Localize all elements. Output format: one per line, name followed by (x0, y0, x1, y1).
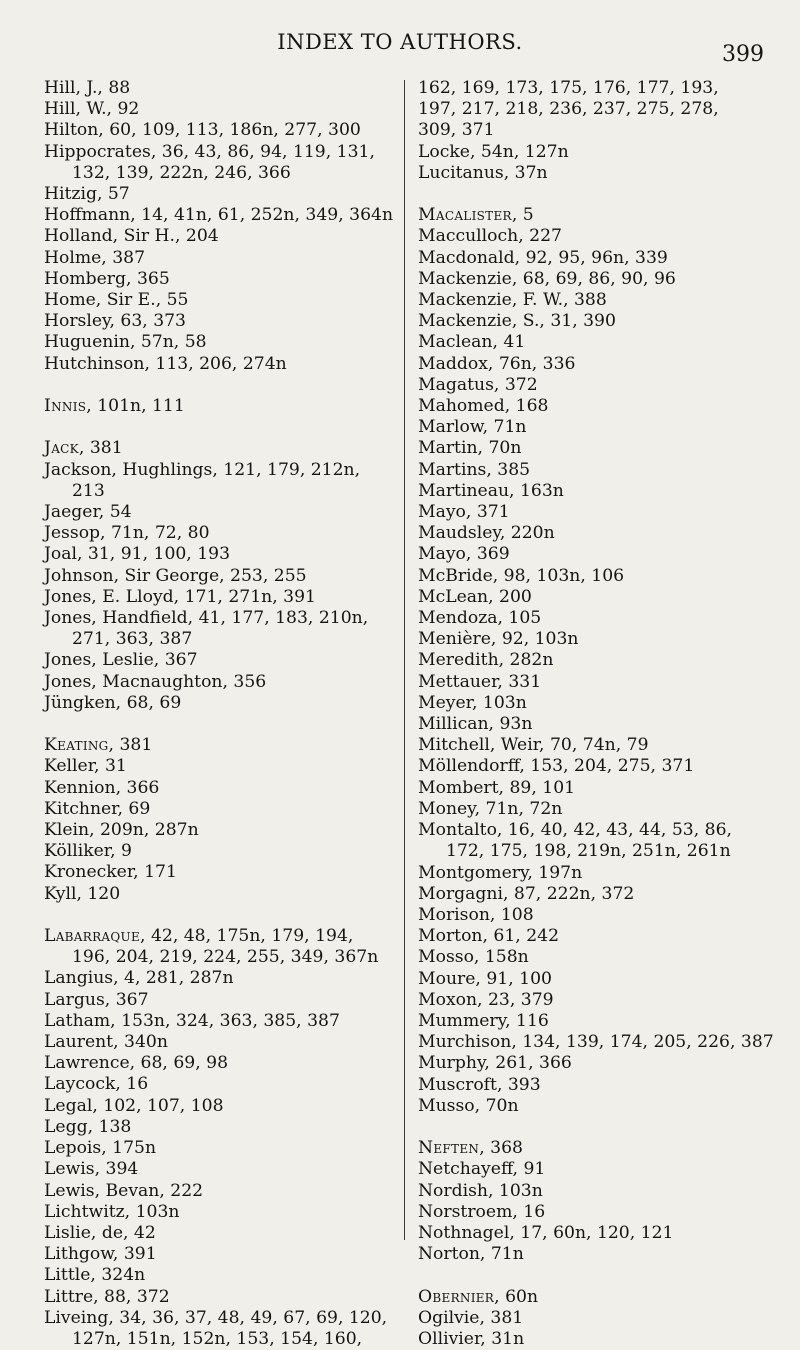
index-entry-line: Hitzig, 57 (44, 184, 130, 205)
index-entry (44, 1053, 396, 1074)
index-entry-line: Langius, 4, 281, 287n (44, 968, 234, 989)
index-entry-line: Montalto, 16, 40, 42, 43, 44, 53, 86, (418, 820, 732, 841)
index-entry-line: Norstroem, 16 (418, 1201, 546, 1222)
index-entry-line: Murphy, 261, 366 (418, 1053, 572, 1074)
section-gap (44, 375, 396, 396)
index-entry-line: Laycock, 16 (44, 1074, 149, 1095)
index-entry (418, 417, 768, 438)
index-entry-line: Martins, 385 (418, 459, 531, 480)
index-entry-line: 309, 371 (418, 120, 495, 141)
index-entry-line: Holme, 387 (44, 247, 146, 268)
index-entry (44, 968, 396, 989)
index-entry (418, 248, 768, 269)
index-entry (418, 905, 768, 926)
index-entry-line: Murchison, 134, 139, 174, 205, 226, 387 (418, 1032, 774, 1053)
index-entry (418, 523, 768, 544)
index-entry-line: Hippocrates, 36, 43, 86, 94, 119, 131, (44, 141, 375, 162)
index-entry (418, 947, 768, 968)
index-entry-line: 127n, 151n, 152n, 153, 154, 160, (72, 1328, 363, 1349)
section-gap (418, 1117, 768, 1138)
index-entry (418, 1011, 768, 1032)
index-entry-line: Johnson, Sir George, 253, 255 (44, 565, 307, 586)
index-entry-line: Mayo, 371 (418, 502, 510, 523)
index-entry (44, 248, 396, 269)
index-entry (44, 460, 396, 502)
index-entry-line: Jones, Macnaughton, 356 (44, 671, 267, 692)
index-entry (44, 587, 396, 608)
index-entry-line: Ogilvie, 381 (418, 1307, 524, 1328)
index-entry-line: Moxon, 23, 379 (418, 989, 554, 1010)
index-entry (418, 290, 768, 311)
index-entry-line: Muscroft, 393 (418, 1074, 541, 1095)
index-entry-line: Meyer, 103n (418, 692, 527, 713)
index-entry (44, 1265, 396, 1286)
section-gap (418, 1265, 768, 1286)
index-entry (418, 990, 768, 1011)
index-entry (44, 78, 396, 99)
index-entry (44, 756, 396, 777)
index-entry-line: Lepois, 175n (44, 1138, 157, 1159)
section-initial-heading: Neften (418, 1138, 480, 1159)
index-entry-line: Kyll, 120 (44, 883, 121, 904)
index-entry-line: Kölliker, 9 (44, 841, 132, 862)
index-entry (44, 862, 396, 883)
index-entry-line: Liveing, 34, 36, 37, 48, 49, 67, 69, 120, (44, 1307, 388, 1328)
index-entry-line: Jones, Handfield, 41, 177, 183, 210n, (44, 608, 369, 629)
index-entry-line: 213 (72, 480, 105, 501)
section-initial-heading: Keating (44, 735, 109, 756)
index-entry-line: 172, 175, 198, 219n, 251n, 261n (446, 841, 731, 862)
index-entry (418, 99, 768, 120)
index-entry (44, 1159, 396, 1180)
index-entry-line: Macculloch, 227 (418, 226, 562, 247)
index-entry (44, 1287, 396, 1308)
index-entry-line: Marlow, 71n (418, 417, 527, 438)
index-entry-line: Meredith, 282n (418, 650, 554, 671)
index-entry-line: Legg, 138 (44, 1116, 132, 1137)
index-entry-line: Lislie, de, 42 (44, 1222, 156, 1243)
index-entry-line: Kitchner, 69 (44, 798, 151, 819)
index-entry-line: Jessop, 71n, 72, 80 (44, 523, 210, 544)
index-entry-line: Hill, J., 88 (44, 78, 131, 98)
index-entry-line: Hilton, 60, 109, 113, 186n, 277, 300 (44, 120, 361, 141)
index-entry (44, 841, 396, 862)
index-entry (44, 502, 396, 523)
section-gap (44, 714, 396, 735)
index-entry-line: Lichtwitz, 103n (44, 1201, 180, 1222)
index-entry-line: Netchayeff, 91 (418, 1159, 546, 1180)
index-entry-line: Musso, 70n (418, 1095, 519, 1116)
index-entry (44, 1308, 396, 1350)
index-entry (44, 650, 396, 671)
index-entry-line: Macalister, 5 (418, 205, 534, 226)
index-entry-line: 271, 363, 387 (72, 629, 193, 650)
index-entry-line: Magatus, 372 (418, 374, 538, 395)
index-entry-line: Money, 71n, 72n (418, 798, 563, 819)
index-entry-line: Hill, W., 92 (44, 99, 140, 120)
index-entry (418, 672, 768, 693)
index-entry (44, 354, 396, 375)
index-entry (418, 1202, 768, 1223)
index-entry-line: Huguenin, 57n, 58 (44, 332, 207, 353)
index-entry-line: Mahomed, 168 (418, 396, 549, 417)
index-entry (418, 1096, 768, 1117)
index-entry (44, 544, 396, 565)
index-entry (418, 205, 768, 226)
section-gap (44, 905, 396, 926)
index-entry (418, 778, 768, 799)
section-initial-heading: Obernier (418, 1286, 495, 1307)
index-entry-line: Lucitanus, 37n (418, 162, 548, 183)
index-entry-line: Ollivier, 31n (418, 1328, 525, 1349)
index-entry-line: Maclean, 41 (418, 332, 526, 353)
index-entry-line: Möllendorff, 153, 204, 275, 371 (418, 756, 695, 777)
index-entry-line: Home, Sir E., 55 (44, 290, 189, 311)
section-initial-heading: Macalister (418, 205, 512, 226)
index-entry (44, 184, 396, 205)
index-entry-line: Legal, 102, 107, 108 (44, 1095, 224, 1116)
index-entry (44, 884, 396, 905)
index-entry-line: Mackenzie, 68, 69, 86, 90, 96 (418, 268, 676, 289)
index-entry (44, 1244, 396, 1265)
index-entry-line: Nordish, 103n (418, 1180, 543, 1201)
index-entry-line: Little, 324n (44, 1265, 146, 1286)
index-entry-line: 197, 217, 218, 236, 237, 275, 278, (418, 99, 719, 120)
index-entry-line: Maudsley, 220n (418, 523, 555, 544)
index-entry-line: Macdonald, 92, 95, 96n, 339 (418, 247, 668, 268)
index-entry (418, 884, 768, 905)
section-initial-heading: Innis (44, 396, 87, 417)
index-entry (418, 163, 768, 184)
index-entry (418, 1159, 768, 1180)
index-entry-line: Nothnagel, 17, 60n, 120, 121 (418, 1222, 674, 1243)
index-entry-line: Mayo, 369 (418, 544, 510, 565)
index-entry-line: Norton, 71n (418, 1244, 524, 1265)
index-entry-line: Maddox, 76n, 336 (418, 353, 576, 374)
index-entry (44, 1011, 396, 1032)
index-entry-line: Homberg, 365 (44, 268, 170, 289)
index-entry-line: Joal, 31, 91, 100, 193 (44, 544, 231, 565)
index-entry-line: Mackenzie, F. W., 388 (418, 290, 607, 311)
page-number: 399 (722, 42, 764, 67)
index-entry-line: Klein, 209n, 287n (44, 820, 199, 841)
index-entry (418, 756, 768, 777)
index-entry-line: Mitchell, Weir, 70, 74n, 79 (418, 735, 649, 756)
index-entry-line: Neften, 368 (418, 1138, 523, 1159)
index-entry (418, 1308, 768, 1329)
index-entry (418, 566, 768, 587)
index-entry (44, 566, 396, 587)
index-entry (418, 396, 768, 417)
index-entry-line: Laurent, 340n (44, 1032, 168, 1053)
index-entry (418, 269, 768, 290)
index-entry-line: Labarraque, 42, 48, 175n, 179, 194, (44, 926, 354, 947)
index-entry-line: Lithgow, 391 (44, 1244, 157, 1265)
index-entry (418, 544, 768, 565)
index-entry (44, 1223, 396, 1244)
index-entry (44, 778, 396, 799)
index-entry (418, 608, 768, 629)
index-entry (418, 226, 768, 247)
index-entry (418, 1244, 768, 1265)
index-entry-line: Lawrence, 68, 69, 98 (44, 1053, 229, 1074)
index-entry-line: Keller, 31 (44, 756, 127, 777)
index-entry (44, 735, 396, 756)
index-entry-line: Mettauer, 331 (418, 671, 542, 692)
section-initial-heading: Labarraque (44, 926, 141, 947)
index-entry (418, 354, 768, 375)
index-entry-line: McBride, 98, 103n, 106 (418, 565, 625, 586)
index-entry-line: Littre, 88, 372 (44, 1286, 170, 1307)
index-entry (44, 523, 396, 544)
index-entry-line: Jones, Leslie, 367 (44, 650, 198, 671)
index-entry (418, 1032, 774, 1053)
index-entry (44, 1181, 396, 1202)
index-entry (44, 290, 396, 311)
index-entry (44, 1202, 396, 1223)
index-entry (418, 587, 768, 608)
left-column (44, 78, 396, 1350)
index-entry (44, 926, 396, 968)
index-entry-line: Lewis, 394 (44, 1159, 139, 1180)
index-entry (44, 311, 396, 332)
index-entry-line: Jones, E. Lloyd, 171, 271n, 391 (44, 586, 316, 607)
index-entry (418, 820, 768, 862)
index-entry (418, 460, 768, 481)
index-entry (418, 78, 768, 99)
index-entry (44, 269, 396, 290)
index-entry (418, 863, 768, 884)
section-gap (418, 184, 768, 205)
index-entry-line: Horsley, 63, 373 (44, 311, 186, 332)
index-entry-line: Latham, 153n, 324, 363, 385, 387 (44, 1010, 340, 1031)
index-entry (418, 714, 768, 735)
index-entry-line: Millican, 93n (418, 714, 533, 735)
index-entry (418, 375, 768, 396)
index-entry (44, 99, 396, 120)
index-entry (44, 142, 396, 184)
index-entry-line: Montgomery, 197n (418, 862, 583, 883)
index-entry-line: Moure, 91, 100 (418, 968, 552, 989)
index-entry (44, 1117, 396, 1138)
index-entry-line: Largus, 367 (44, 989, 149, 1010)
index-entry-line: Hutchinson, 113, 206, 274n (44, 353, 287, 374)
index-entry (418, 1053, 768, 1074)
index-entry (418, 1329, 768, 1350)
section-initial-heading: Jack (44, 438, 79, 459)
index-entry-line: 196, 204, 219, 224, 255, 349, 367n (72, 947, 379, 968)
section-gap (44, 417, 396, 438)
index-entry (418, 438, 768, 459)
index-entry (44, 396, 396, 417)
index-entry (44, 205, 396, 226)
index-entry (44, 1032, 396, 1053)
page-title: INDEX TO AUTHORS. (277, 30, 523, 54)
index-entry-line: Morison, 108 (418, 904, 534, 925)
index-entry (44, 438, 396, 459)
index-entry (418, 629, 768, 650)
index-entry-line: Hoffmann, 14, 41n, 61, 252n, 349, 364n (44, 205, 394, 226)
index-entry-line: Morgagni, 87, 222n, 372 (418, 883, 635, 904)
index-entry-line: Mackenzie, S., 31, 390 (418, 311, 616, 332)
index-entry-line: Martineau, 163n (418, 480, 564, 501)
index-entry-line: Locke, 54n, 127n (418, 141, 569, 162)
index-entry (418, 735, 768, 756)
index-entry-line: Mombert, 89, 101 (418, 777, 576, 798)
index-entry (418, 1287, 768, 1308)
index-entry (418, 1223, 768, 1244)
index-entry (44, 693, 396, 714)
index-entry-line: Lewis, Bevan, 222 (44, 1180, 204, 1201)
index-entry (418, 502, 768, 523)
index-entry (418, 799, 768, 820)
index-entry-line: Mummery, 116 (418, 1010, 549, 1031)
index-entry-line: Kennion, 366 (44, 777, 160, 798)
index-entry-line: 132, 139, 222n, 246, 366 (72, 162, 291, 183)
index-entry (418, 693, 768, 714)
index-entry-line: Menière, 92, 103n (418, 629, 579, 650)
index-entry-line: 162, 169, 173, 175, 176, 177, 193, (418, 78, 719, 98)
index-entry-line: Obernier, 60n (418, 1286, 539, 1307)
index-entry-line: McLean, 200 (418, 586, 532, 607)
index-entry (44, 799, 396, 820)
index-entry (44, 672, 396, 693)
column-divider (404, 80, 405, 1240)
index-entry-line: Holland, Sir H., 204 (44, 226, 219, 247)
index-entry (418, 142, 768, 163)
right-column (418, 78, 774, 1350)
index-entry-line: Mosso, 158n (418, 947, 529, 968)
index-entry (418, 650, 768, 671)
index-entry (44, 226, 396, 247)
index-entry-line: Morton, 61, 242 (418, 926, 560, 947)
index-entry-line: Mendoza, 105 (418, 608, 542, 629)
index-entry (418, 1138, 768, 1159)
index-entry-line: Jackson, Hughlings, 121, 179, 212n, (44, 459, 361, 480)
index-entry-line: Keating, 381 (44, 735, 153, 756)
index-entry (418, 481, 768, 502)
index-entry (44, 1138, 396, 1159)
index-entry (44, 608, 396, 650)
index-entry (418, 311, 768, 332)
index-entry (418, 332, 768, 353)
index-entry (418, 926, 768, 947)
index-entry (418, 1075, 768, 1096)
index-entry (44, 1096, 396, 1117)
index-entry-line: Martin, 70n (418, 438, 522, 459)
index-entry-line: Jaeger, 54 (44, 502, 132, 523)
index-entry (418, 969, 768, 990)
index-entry-line: Innis, 101n, 111 (44, 396, 185, 417)
index-entry (44, 332, 396, 353)
index-entry-line: Jüngken, 68, 69 (44, 692, 182, 713)
index-entry-line: Jack, 381 (44, 438, 123, 459)
index-entry (44, 1074, 396, 1095)
index-entry (44, 820, 396, 841)
index-entry (418, 120, 768, 141)
index-entry (418, 1181, 768, 1202)
index-entry (44, 990, 396, 1011)
index-entry-line: Kronecker, 171 (44, 862, 177, 883)
index-entry (44, 120, 396, 141)
